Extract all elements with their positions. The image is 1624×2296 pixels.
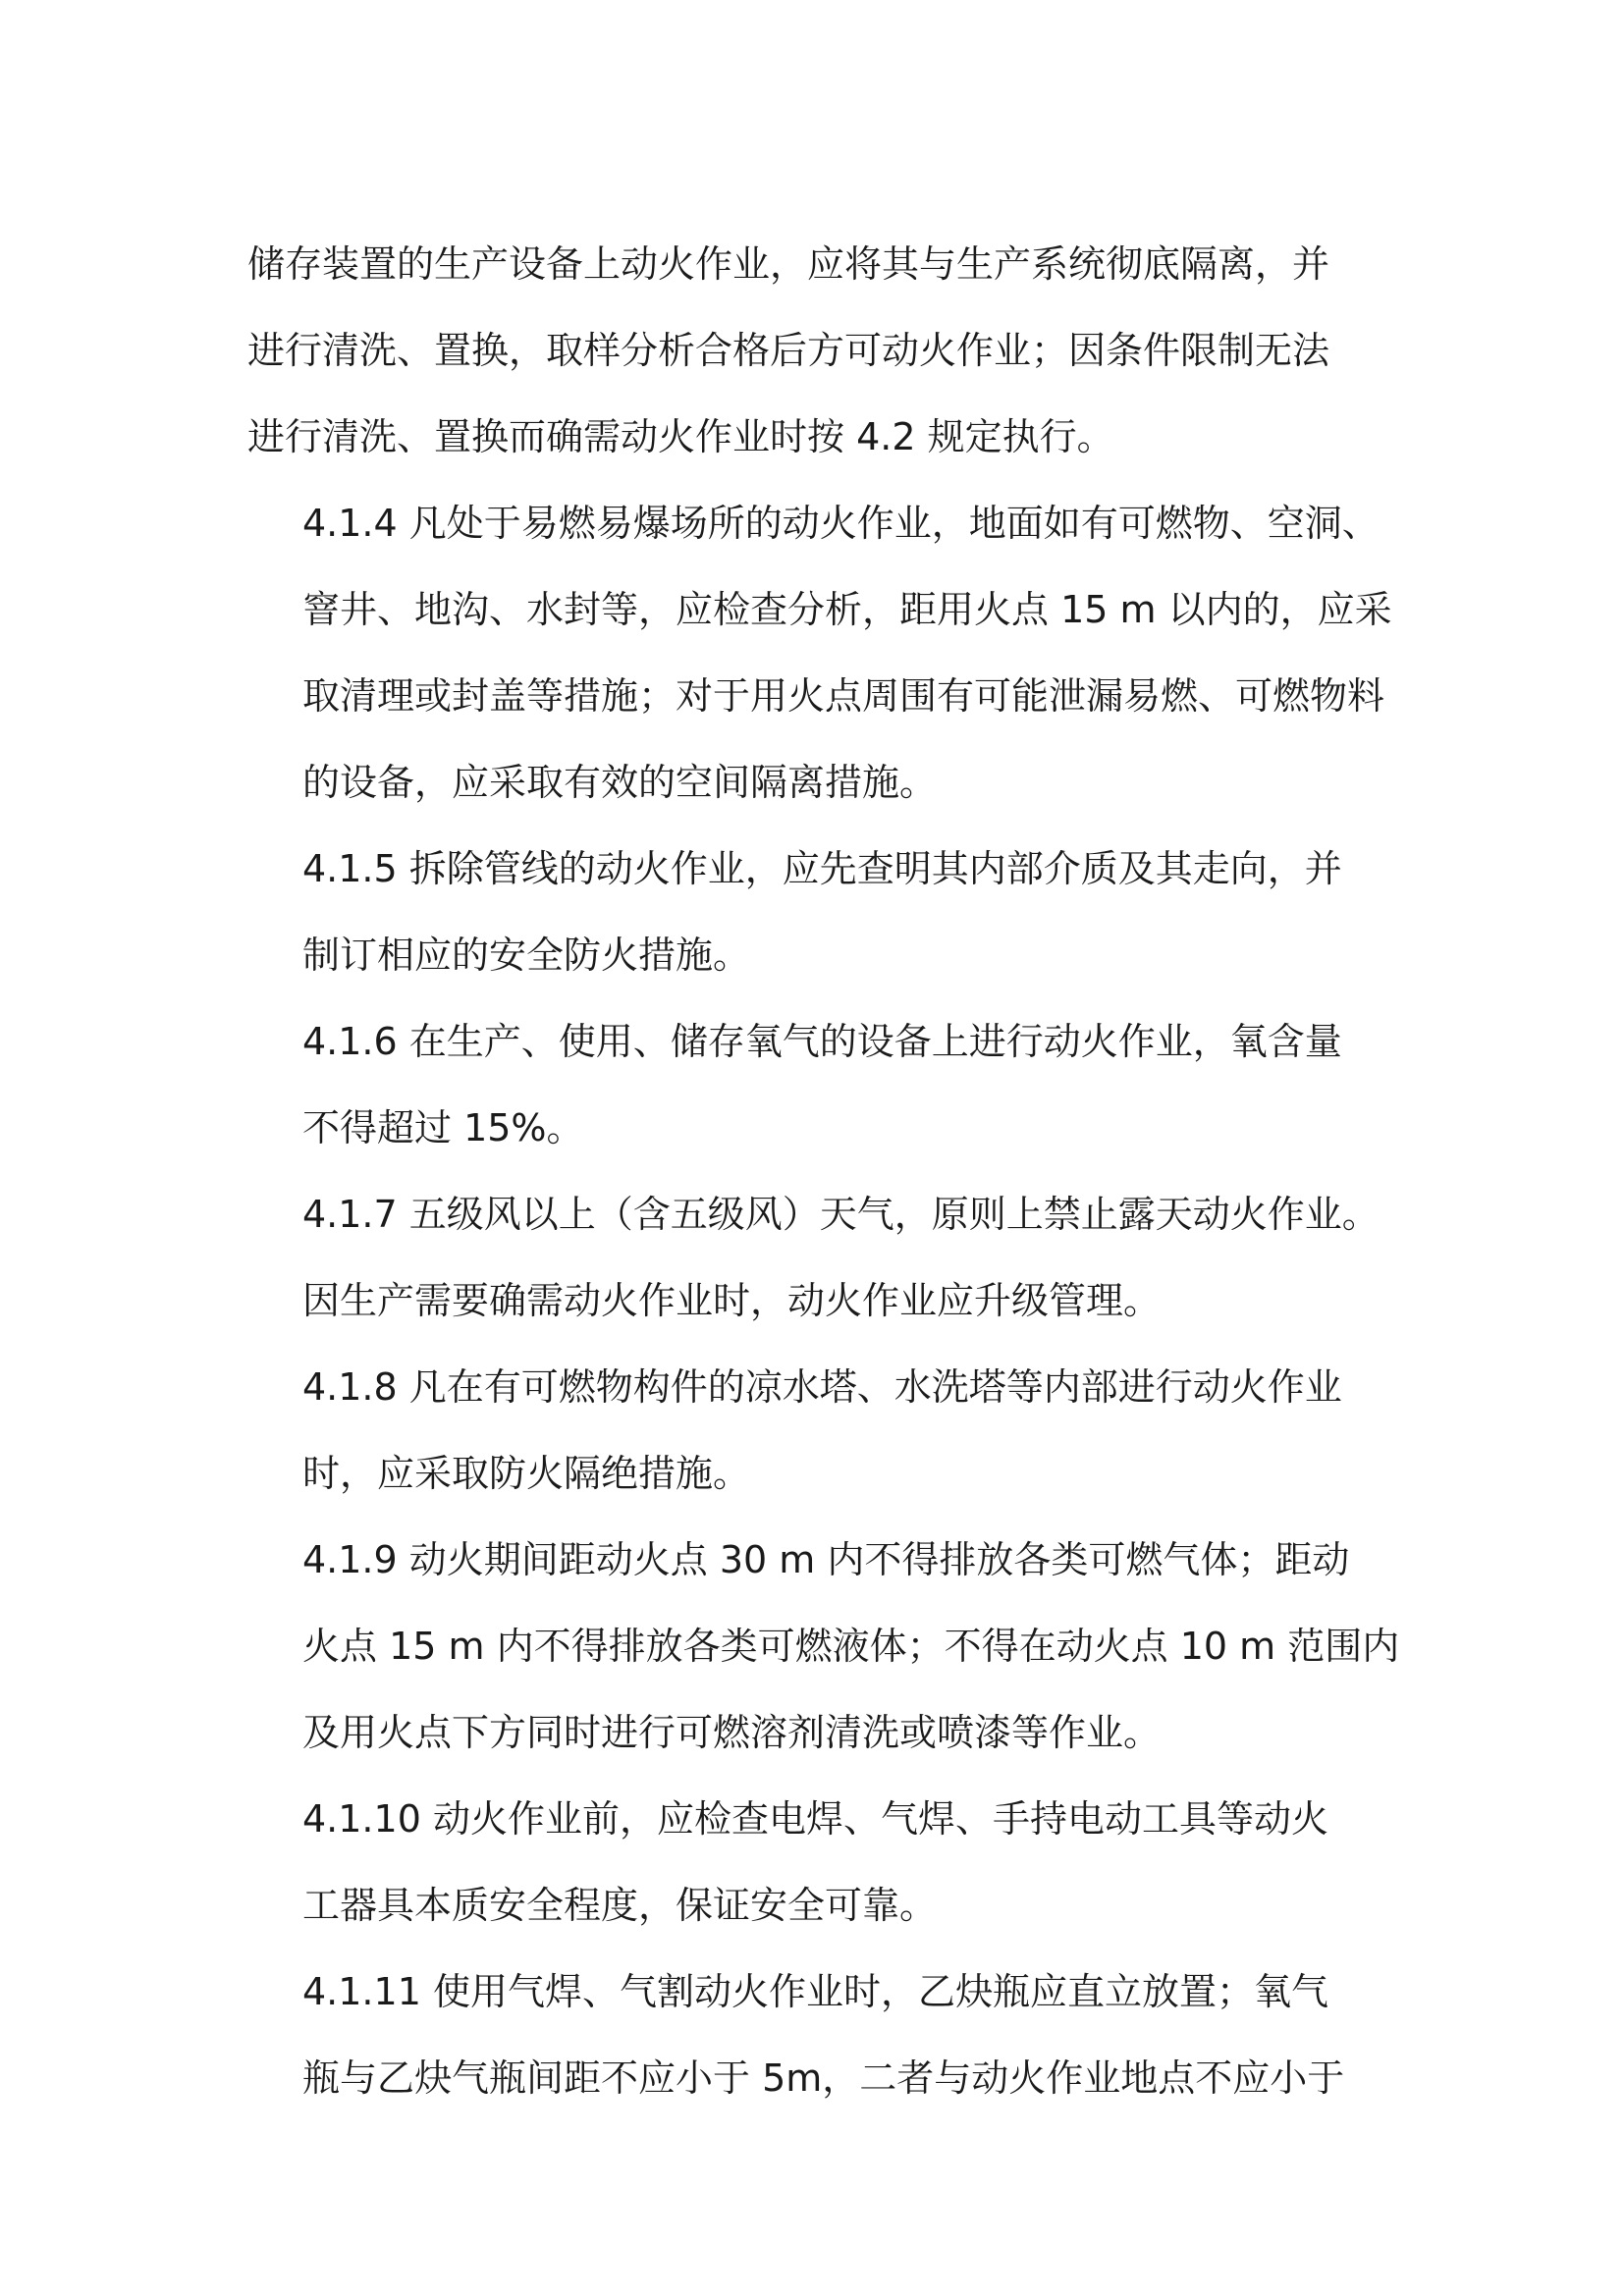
paragraph-continuation (247, 221, 1386, 480)
text-line: 的设备，应采取有效的空间隔离措施。 (302, 761, 938, 804)
text-line: 储存装置的生产设备上动火作业，应将其与生产系统彻底隔离，并 (247, 242, 1330, 286)
text-line: 窨井、地沟、水封等，应检查分析，距用火点 15 m 以内的，应采 (302, 588, 1392, 631)
text-line: 制订相应的安全防火措施。 (302, 934, 751, 977)
text-line: 火点 15 m 内不得排放各类可燃液体；不得在动火点 10 m 范围内 (302, 1625, 1400, 1668)
text-line: 瓶与乙炔气瓶间距不应小于 5m，二者与动火作业地点不应小于 (302, 2056, 1345, 2100)
text-line: 及用火点下方同时进行可燃溶剂清洗或喷漆等作业。 (302, 1711, 1162, 1754)
text-line: 工器具本质安全程度，保证安全可靠。 (302, 1884, 938, 1927)
paragraph-4-1-7 (247, 1171, 1386, 1344)
text-line: 4.1.6 在生产、使用、储存氧气的设备上进行动火作业，氧含量 (302, 1020, 1342, 1063)
text-line: 因生产需要确需动火作业时，动火作业应升级管理。 (302, 1279, 1162, 1322)
text-line: 4.1.10 动火作业前，应检查电焊、气焊、手持电动工具等动火 (302, 1797, 1328, 1841)
text-line: 进行清洗、置换，取样分析合格后方可动火作业；因条件限制无法 (247, 329, 1330, 372)
paragraph-4-1-8 (247, 1344, 1386, 1517)
text-line: 4.1.5 拆除管线的动火作业，应先查明其内部介质及其走向，并 (302, 847, 1342, 890)
text-line: 4.1.8 凡在有可燃物构件的凉水塔、水洗塔等内部进行动火作业 (302, 1365, 1342, 1409)
paragraph-4-1-11 (247, 1949, 1386, 2121)
text-line: 4.1.4 凡处于易燃易爆场所的动火作业，地面如有可燃物、空洞、 (302, 502, 1380, 545)
paragraph-4-1-9 (247, 1517, 1400, 1776)
text-line: 4.1.7 五级风以上（含五级风）天气，原则上禁止露天动火作业。 (302, 1193, 1380, 1236)
paragraph-4-1-4 (247, 480, 1392, 826)
document-body (247, 221, 1400, 2121)
document-page (247, 221, 1400, 2121)
text-line: 进行清洗、置换而确需动火作业时按 4.2 规定执行。 (247, 415, 1114, 458)
paragraph-4-1-6 (247, 998, 1386, 1171)
text-line: 取清理或封盖等措施；对于用火点周围有可能泄漏易燃、可燃物料 (302, 674, 1385, 718)
text-line: 时，应采取防火隔绝措施。 (302, 1452, 751, 1495)
text-line: 4.1.9 动火期间距动火点 30 m 内不得排放各类可燃气体；距动 (302, 1538, 1350, 1581)
text-line: 4.1.11 使用气焊、气割动火作业时，乙炔瓶应直立放置；氧气 (302, 1970, 1328, 2013)
text-line: 不得超过 15%。 (302, 1106, 584, 1149)
paragraph-4-1-10 (247, 1776, 1386, 1949)
paragraph-4-1-5 (247, 826, 1386, 998)
